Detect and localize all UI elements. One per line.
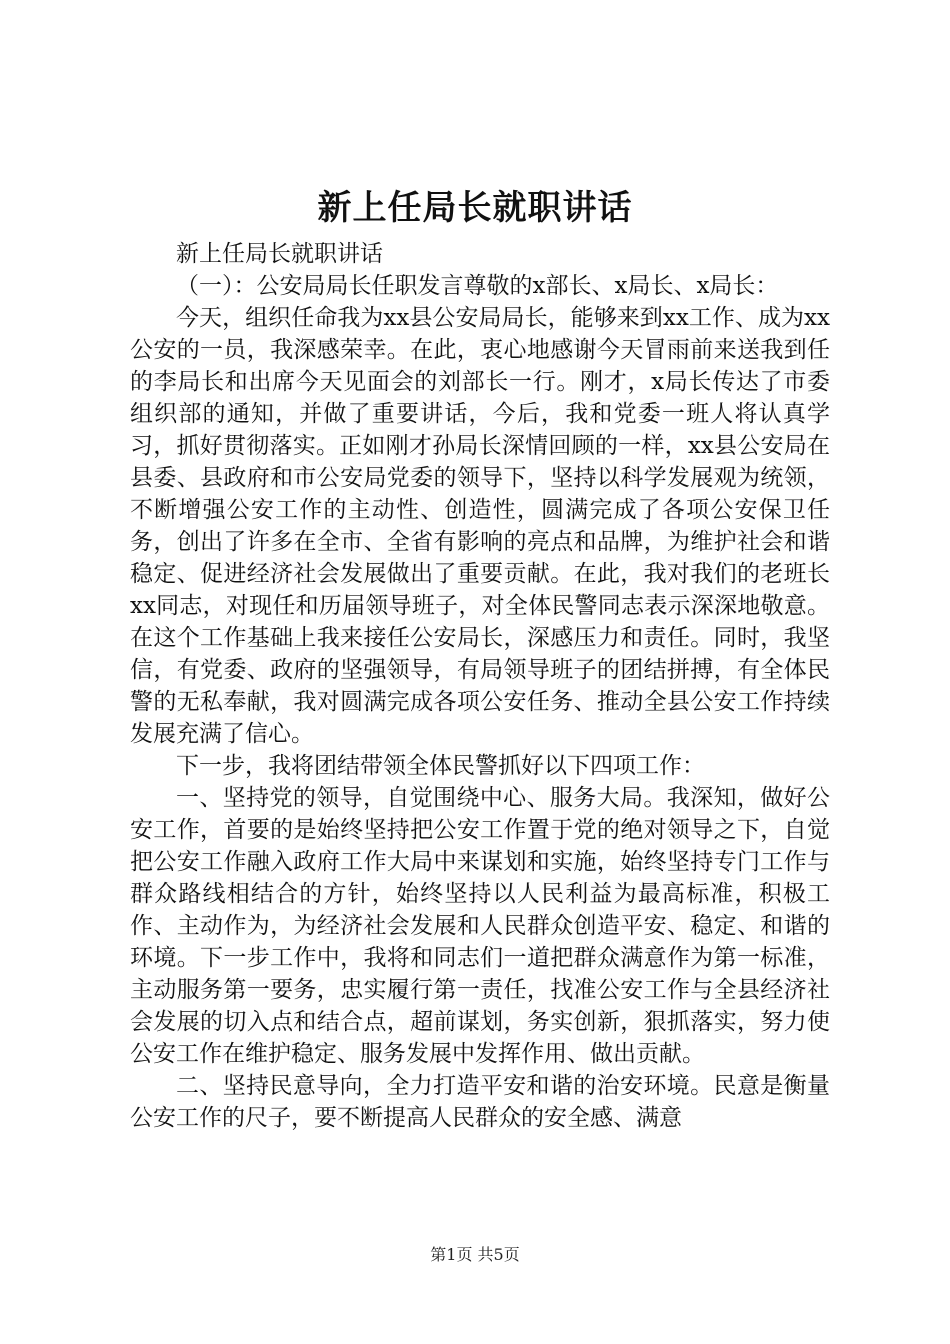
paragraph-subtitle: 新上任局长就职讲话	[176, 241, 383, 267]
paragraph-salutation: （一）：公安局局长任职发言尊敬的x部长、x局长、x局长：	[176, 273, 779, 299]
document-body	[130, 238, 830, 1134]
document-title: 新上任局长就职讲话	[317, 188, 633, 228]
page-footer: 第1页 共5页	[430, 1245, 520, 1264]
paragraph-point-two: 二、坚持民意导向，全力打造平安和谐的治安环境。民意是衡量公安工作的尺子，要不断提高人民群众的安全感、满意	[130, 1073, 830, 1131]
paragraph-opening: 今天，组织任命我为xx县公安局局长，能够来到xx工作、成为xx公安的一员，我深感荣幸。在此，衷心地感谢今天冒雨前来送我到任的李局长和出席今天见面会的刘部长一行。刚才，x局长传达了市委组织部的通知，并做了重要讲话，今后，我和党委一班人将认真学习，抓好贯彻落实。正如刚才孙局长深情回顾的一样，xx县公安局在县委、县政府和市公安局党委的领导下，坚持以科学发展观为统领，不断增强公安工作的主动性、创造性，圆满完成了各项公安保卫任务，创出了许多在全市、全省有影响的亮点和品牌，为维护社会和谐稳定、促进经济社会发展做出了重要贡献。在此，我对我们的老班长xx同志，对现任和历届领导班子，对全体民警同志表示深深地敬意。在这个工作基础上我来接任公安局长，深感压力和责任。同时，我坚信，有党委、政府的坚强领导，有局领导班子的团结拼搏，有全体民警的无私奉献，我对圆满完成各项公安任务、推动全县公安工作持续发展充满了信心。	[130, 305, 830, 747]
paragraph-point-one: 一、坚持党的领导，自觉围绕中心、服务大局。我深知，做好公安工作，首要的是始终坚持把公安工作置于党的绝对领导之下，自觉把公安工作融入政府工作大局中来谋划和实施，始终坚持专门工作与群众路线相结合的方针，始终坚持以人民利益为最高标准，积极工作、主动作为，为经济社会发展和人民群众创造平安、稳定、和谐的环境。下一步工作中，我将和同志们一道把群众满意作为第一标准，主动服务第一要务，忠实履行第一责任，找准公安工作与全县经济社会发展的切入点和结合点，超前谋划，务实创新，狠抓落实，努力使公安工作在维护稳定、服务发展中发挥作用、做出贡献。	[130, 785, 830, 1067]
paragraph-next-steps: 下一步，我将团结带领全体民警抓好以下四项工作：	[176, 753, 705, 779]
